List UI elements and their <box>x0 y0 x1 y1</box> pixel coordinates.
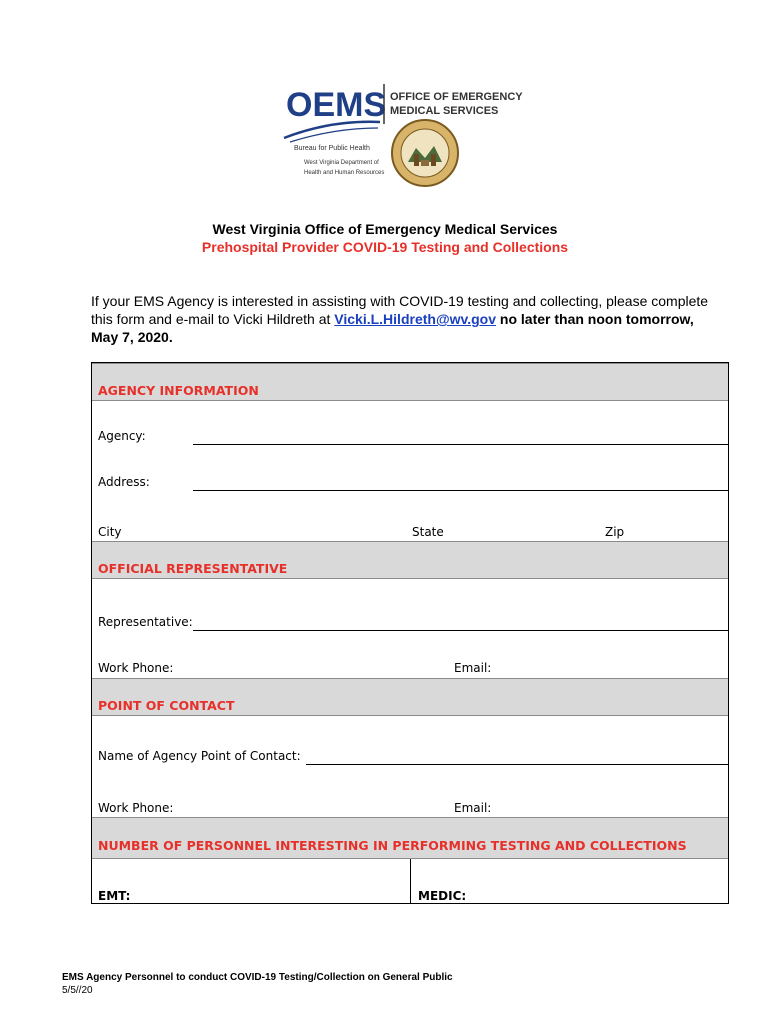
section-title-representative: OFFICIAL REPRESENTATIVE <box>98 561 288 576</box>
oems-logo <box>280 80 523 190</box>
intro-paragraph <box>91 292 711 346</box>
agency-input[interactable] <box>193 444 729 445</box>
logo-dept-line1: West Virginia Department of <box>304 160 379 166</box>
wv-state-seal-icon <box>390 118 460 188</box>
page-subtitle: Prehospital Provider COVID-19 Testing and Collections <box>201 239 569 255</box>
zip-label: Zip <box>605 525 625 539</box>
contact-name-label: Name of Agency Point of Contact: <box>98 749 301 763</box>
section-title-personnel: NUMBER OF PERSONNEL INTERESTING IN PERFORMING TESTING AND COLLECTIONS <box>98 838 687 853</box>
logo-bureau: Bureau for Public Health <box>294 145 370 152</box>
logo-wordmark: OEMS <box>286 86 387 124</box>
contact-email-label: Email: <box>454 801 492 815</box>
address-input[interactable] <box>193 490 729 491</box>
section-header-agency <box>92 363 728 401</box>
section-header-personnel <box>92 817 728 859</box>
section-header-contact <box>92 678 728 716</box>
email-link[interactable]: Vicki.L.Hildreth@wv.gov <box>334 311 497 327</box>
covid-testing-form <box>91 362 729 904</box>
logo-office-line2: MEDICAL SERVICES <box>390 105 499 117</box>
footer-date: 5/5//20 <box>62 985 93 996</box>
page-title: West Virginia Office of Emergency Medical Services <box>212 221 558 237</box>
contact-work-phone-label: Work Phone: <box>98 801 174 815</box>
rep-email-label: Email: <box>454 661 492 675</box>
representative-label: Representative: <box>98 615 193 629</box>
section-title-contact: POINT OF CONTACT <box>98 698 235 713</box>
logo-office-line1: OFFICE OF EMERGENCY <box>390 91 523 103</box>
contact-name-input[interactable] <box>306 764 729 765</box>
section-header-representative <box>92 541 728 579</box>
address-label: Address: <box>98 475 150 489</box>
intro-deadline: no later than noon tomorrow, May 7, 2020. <box>91 311 694 345</box>
emt-label: EMT: <box>98 889 131 903</box>
state-label: State <box>412 525 444 539</box>
agency-label: Agency: <box>98 429 146 443</box>
intro-text: If your EMS Agency is interested in assisting with COVID-19 testing and collecting, please complete this form and e-mail to Vicki Hildreth at <box>91 293 709 327</box>
footer-caption: EMS Agency Personnel to conduct COVID-19 Testing/Collection on General Public <box>62 972 453 983</box>
city-label: City <box>98 525 122 539</box>
column-divider <box>410 859 411 904</box>
logo-dept-line2: Health and Human Resources <box>304 170 385 176</box>
representative-input[interactable] <box>193 630 729 631</box>
medic-label: MEDIC: <box>418 889 467 903</box>
section-title-agency: AGENCY INFORMATION <box>98 383 259 398</box>
rep-work-phone-label: Work Phone: <box>98 661 174 675</box>
